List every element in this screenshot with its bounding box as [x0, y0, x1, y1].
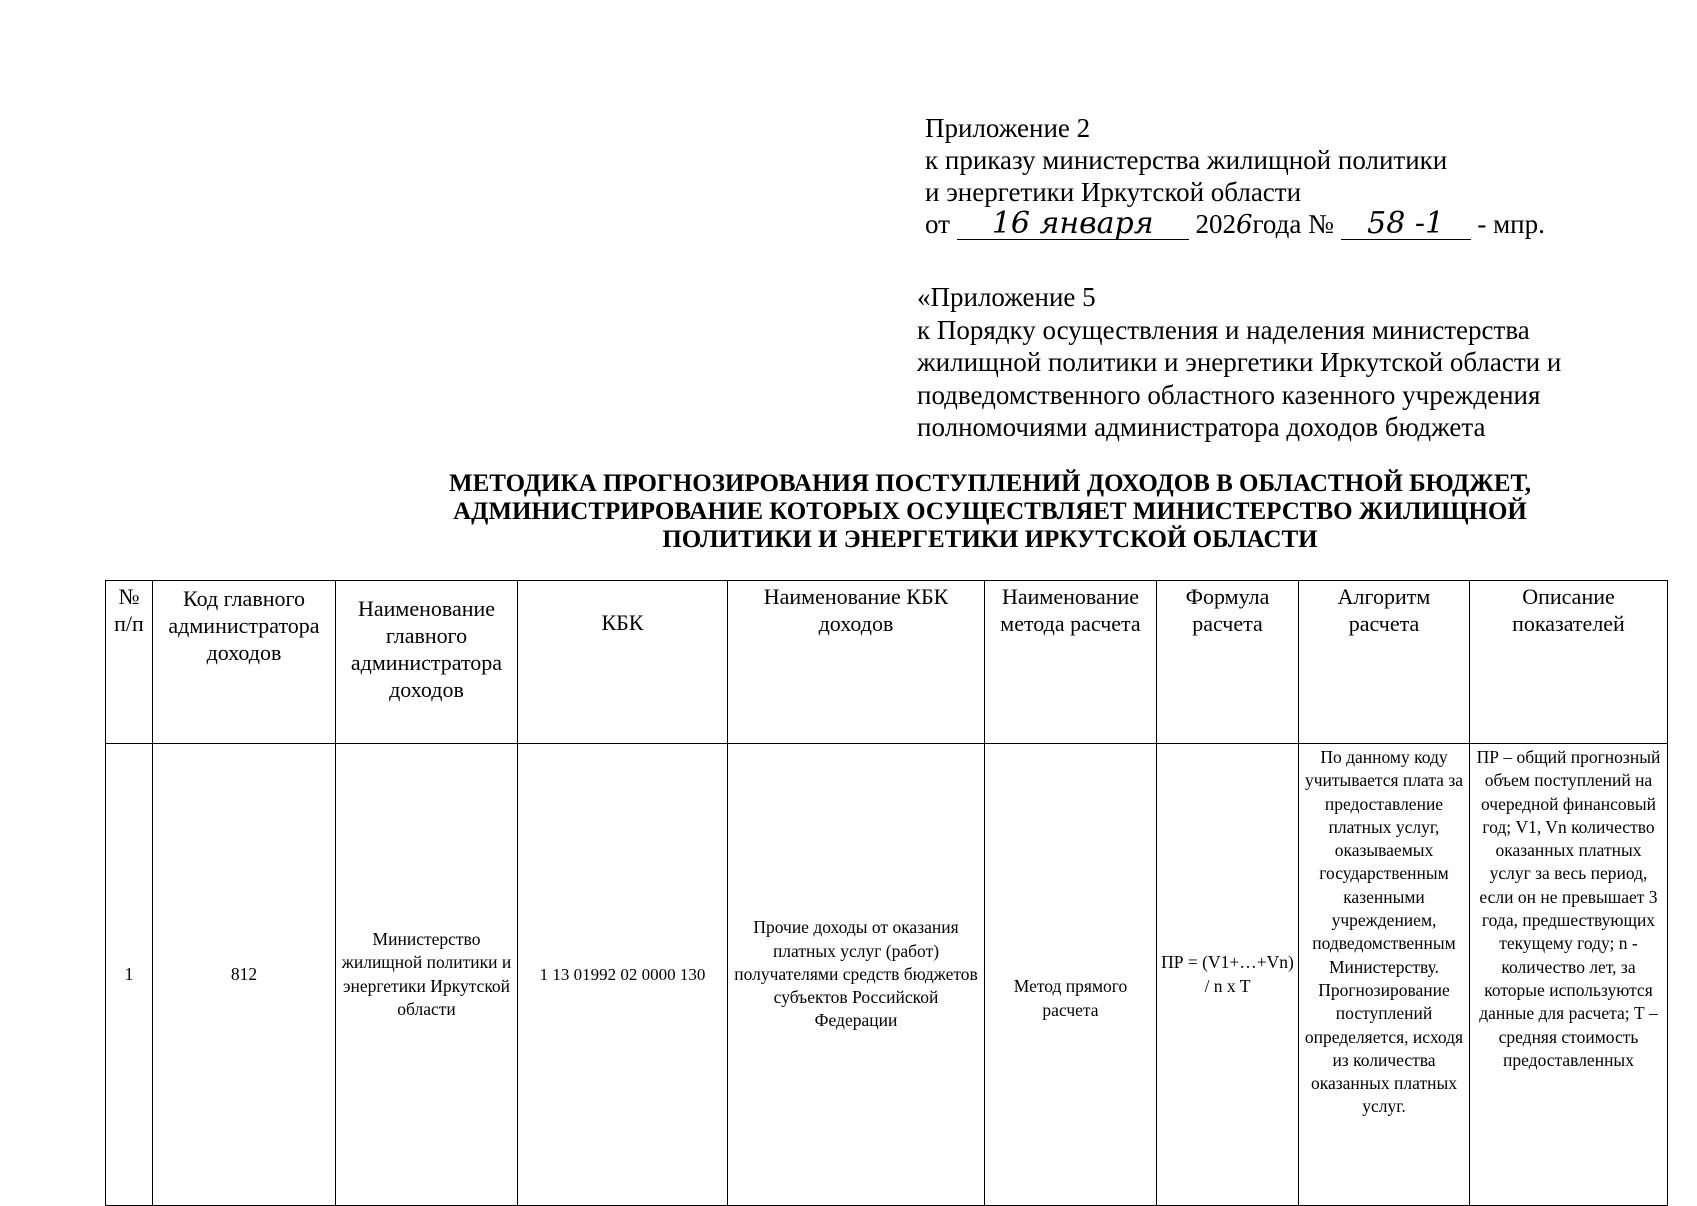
header-code: Код главного администратора доходов: [153, 581, 336, 744]
header-num: № п/п: [106, 581, 153, 744]
cell-code: 812: [153, 744, 336, 1206]
appendix-quote: [917, 281, 1677, 444]
order-date-line: [925, 208, 1645, 240]
year-prefix: 202: [1195, 209, 1236, 239]
quote-line-1: «Приложение 5: [917, 282, 1096, 312]
methodology-table: [105, 580, 1668, 1206]
header-kbk: КБК: [518, 581, 728, 744]
title-line-3: ПОЛИТИКИ И ЭНЕРГЕТИКИ ИРКУТСКОЙ ОБЛАСТИ: [662, 526, 1318, 553]
header-admin-name: Наименование главного администратора доходов: [336, 581, 518, 744]
appendix-header: [925, 112, 1645, 240]
cell-kbk-name: Прочие доходы от оказания платных услуг (работ) получателями средств бюджетов субъектов Российской Федерации: [728, 744, 985, 1206]
year-suffix: года №: [1252, 209, 1334, 239]
cell-admin-name: Министерство жилищной политики и энергетики Иркутской области: [336, 744, 518, 1206]
cell-kbk: 1 13 01992 02 0000 130: [518, 744, 728, 1206]
header-method: Наименование метода расчета: [985, 581, 1157, 744]
cell-algorithm: По данному коду учитывается плата за предоставление платных услуг, оказываемых государственным казенными учреждением, подведомственным Министерству. Прогнозирование поступлений определяется, исходя из количества оказанных платных услуг.: [1299, 744, 1470, 1206]
from-label: от: [925, 209, 950, 239]
cell-formula: ПР = (V1+…+Vn) / n x T: [1157, 744, 1299, 1206]
header-algorithm: Алгоритм расчета: [1299, 581, 1470, 744]
cell-method: Метод прямого расчета: [985, 744, 1157, 1206]
appendix-number: Приложение 2: [925, 113, 1091, 143]
appendix-order-ref: к приказу министерства жилищной политики: [925, 145, 1448, 175]
title-line-1: МЕТОДИКА ПРОГНОЗИРОВАНИЯ ПОСТУПЛЕНИЙ ДОХОДОВ В ОБЛАСТНОЙ БЮДЖЕТ,: [449, 470, 1531, 497]
header-kbk-name: Наименование КБК доходов: [728, 581, 985, 744]
handwritten-order-number: 58 -1: [1341, 209, 1471, 240]
appendix-ministry: и энергетики Иркутской области: [925, 177, 1302, 207]
quote-line-4: подведомственного областного казенного учреждения: [917, 379, 1541, 410]
quote-line-5: полномочиями администратора доходов бюджета: [917, 412, 1486, 442]
handwritten-year-digit: 6: [1235, 210, 1253, 240]
cell-description: ПР – общий прогнозный объем поступлений на очередной финансовый год; V1, Vn количество оказанных платных услуг за весь период, если он не превышает 3 года, предшествующих текущему году; n - количество лет, за которые используются данные для расчета; Т – средняя стоимость предоставленных: [1470, 744, 1668, 1206]
quote-line-2: к Порядку осуществления и наделения министерства: [917, 314, 1530, 345]
quote-line-3: жилищной политики и энергетики Иркутской области и: [917, 347, 1562, 377]
document-title: [440, 470, 1540, 554]
cell-num: 1: [106, 744, 153, 1206]
header-formula: Формула расчета: [1157, 581, 1299, 744]
number-suffix: - мпр.: [1477, 209, 1545, 239]
title-line-2: АДМИНИСТРИРОВАНИЕ КОТОРЫХ ОСУЩЕСТВЛЯЕТ МИНИСТЕРСТВО ЖИЛИЩНОЙ: [453, 498, 1527, 525]
handwritten-date: 16 января: [957, 209, 1189, 240]
header-description: Описание показателей: [1470, 581, 1668, 744]
table-header-row: [106, 581, 1668, 744]
table-row: [106, 744, 1668, 1206]
